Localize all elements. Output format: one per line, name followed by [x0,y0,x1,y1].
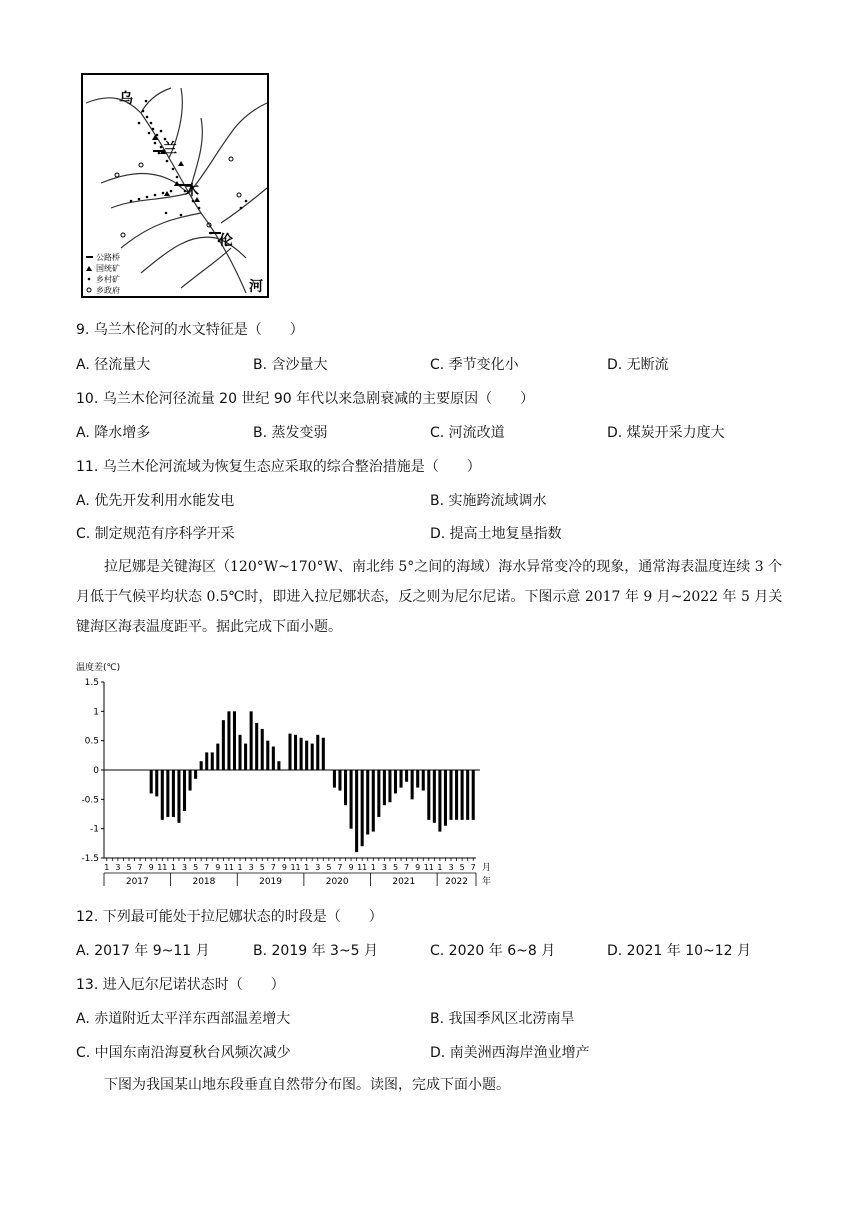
bar [405,770,408,782]
bar [222,720,225,770]
bar [277,761,280,770]
month-tick-label: 7 [404,863,410,872]
month-tick-label: 5 [126,863,132,872]
bar [411,770,414,799]
bar [150,770,153,793]
q9-option-a[interactable]: A. 径流量大 [76,357,151,373]
q11-option-c[interactable]: C. 制定规范有序科学开采 [76,526,235,542]
question-12: 12. 下列最可能处于拉尼娜状态的时段是（ ） [76,909,383,925]
bar [311,744,314,770]
bar [455,770,458,820]
q13-option-b[interactable]: B. 我国季风区北涝南旱 [430,1011,575,1027]
q11-option-d[interactable]: D. 提高土地复垦指数 [430,526,562,542]
bar [416,770,419,788]
bar [239,735,242,770]
question-10: 10. 乌兰木伦河径流量 20 世纪 90 年代以来急剧衰减的主要原因（ ） [76,391,535,407]
bar [305,741,308,770]
legend-state-mine-label: 国统矿 [96,264,120,273]
bar [344,770,347,805]
q13-option-c[interactable]: C. 中国东南沿海夏秋台风频次减少 [76,1045,291,1061]
month-tick-label: 5 [392,863,399,872]
y-tick-label: 1.5 [84,678,99,688]
bar [394,770,397,793]
bar [216,744,219,770]
month-tick-label: 5 [326,863,332,872]
map-label-he: 河 [249,279,263,295]
bar [372,770,375,832]
q10-option-c[interactable]: C. 河流改道 [430,425,505,441]
q9-option-c[interactable]: C. 季节变化小 [430,357,519,373]
river-basin-map [81,73,269,299]
y-tick-label: -0.5 [81,795,99,806]
q13-option-a[interactable]: A. 赤道附近太平洋东西部温差增大 [76,1011,291,1027]
month-tick-label: 3 [115,863,121,872]
month-tick-label: 3 [448,863,454,872]
month-tick-label: 9 [415,863,421,872]
map-label-lan: 兰 [163,141,177,157]
y-tick-label: 0.5 [84,736,99,747]
dot-icon [88,278,91,281]
bar [250,711,253,770]
bar [427,770,430,820]
bar [300,738,303,770]
year-label: 2018 [192,877,216,887]
map-label-wu: 乌 [119,91,133,107]
bar [272,747,275,770]
bar [472,770,475,820]
bar [438,770,441,832]
bar [433,770,436,823]
bar [338,770,341,791]
q12-option-a[interactable]: A. 2017 年 9~11 月 [76,943,210,959]
closing-instruction: 下图为我国某山地东段垂直自然带分布图。读图，完成下面小题。 [104,1077,510,1093]
year-label: 2020 [325,877,349,887]
bar [294,735,297,770]
bar [200,761,203,770]
month-tick-label: 1 [304,863,310,872]
y-axis-label: 温度差(℃) [76,663,121,673]
month-tick-label: 7 [470,863,476,872]
month-tick-label: 3 [248,863,254,872]
month-tick-label: 9 [215,863,221,872]
bar [189,770,192,791]
month-tick-label: 7 [337,863,343,872]
month-tick-label: 1 [170,863,176,872]
legend-village-mine-label: 乡村矿 [96,275,120,284]
month-tick-label: 9 [281,863,287,872]
question-9: 9. 乌兰木伦河的水文特征是（ ） [76,322,304,338]
q12-option-c[interactable]: C. 2020 年 6~8 月 [430,943,556,959]
year-label: 2017 [125,877,149,887]
q12-option-d[interactable]: D. 2021 年 10~12 月 [607,943,752,959]
month-tick-label: 3 [181,863,188,872]
passage-text: 拉尼娜是关键海区（120°W~170°W、南北纬 5°之间的海域）海水异常变冷的现象，通常海表温度连续 3 个月低于气候平均状态 0.5℃时，即进入拉尼娜状态，反之则为尼尔尼诺。下图示意 2017 年 9 月~2022 年 5 月关键海区海表温度距平。据此完成下面小题。 [76,559,783,635]
map-label-lun: 伦 [219,233,233,249]
month-tick-label: 1 [370,863,376,872]
q13-option-d[interactable]: D. 南美洲西海岸渔业增产 [430,1045,590,1061]
month-tick-label: 5 [259,863,265,872]
bar [461,770,464,820]
year-label: 2021 [392,877,416,887]
bar [350,770,353,829]
y-tick-label: 0 [93,766,99,776]
bar [205,752,208,770]
bar [211,752,214,770]
month-tick-label: 5 [459,863,465,872]
bar [155,770,158,796]
bar [183,770,186,811]
month-tick-label: 9 [148,863,154,872]
month-tick-label: 1 [237,863,243,872]
bar [422,770,425,791]
year-suffix-label: 年 [482,877,492,887]
month-tick-label: 7 [137,863,143,872]
month-tick-label: 1 [104,863,110,872]
q10-option-d[interactable]: D. 煤炭开采力度大 [607,425,725,441]
legend-bridge-label: 公路桥 [96,253,120,262]
bar [355,770,358,852]
passage-la-nina [76,552,784,642]
legend-township-label: 乡政府 [96,286,120,295]
x-axis-label: 月 [482,863,492,873]
y-tick-label: -1 [90,824,99,835]
q10-option-a[interactable]: A. 降水增多 [76,425,151,441]
q11-option-b[interactable]: B. 实施跨流域调水 [430,493,547,509]
question-11: 11. 乌兰木伦河流域为恢复生态应采取的综合整治措施是（ ） [76,459,481,475]
q10-option-b[interactable]: B. 蒸发变弱 [253,425,328,441]
y-tick-label: -1.5 [81,854,99,864]
q12-option-b[interactable]: B. 2019 年 3~5 月 [253,943,379,959]
month-tick-label: 7 [204,863,210,872]
bar [466,770,469,820]
bar [172,770,175,817]
bar [400,770,403,788]
bar [233,711,236,770]
q11-option-a[interactable]: A. 优先开发利用水能发电 [76,493,235,509]
bar [366,770,369,835]
bar [388,770,391,802]
month-tick-label: 11 [423,863,434,872]
year-label: 2019 [259,877,283,887]
month-tick-label: 11 [223,863,235,872]
sst-anomaly-chart [76,658,500,890]
bar [166,770,169,817]
bar [266,741,269,770]
bar [333,770,336,788]
month-tick-label: 11 [290,863,301,872]
bar [383,770,386,805]
y-tick-label: 1 [93,707,99,718]
bar [377,770,380,817]
month-tick-label: 3 [315,863,321,872]
month-tick-label: 9 [348,863,354,872]
bar [261,729,264,770]
bar [244,744,247,770]
month-tick-label: 11 [357,863,368,872]
bar [194,770,197,779]
month-tick-label: 11 [157,863,168,872]
map-label-mu: 木 [185,183,199,199]
bar [177,770,180,823]
bar [161,770,164,820]
year-label: 2022 [445,877,469,887]
q9-option-b[interactable]: B. 含沙量大 [253,357,328,373]
bar [449,770,452,820]
month-tick-label: 7 [270,863,276,872]
bar [322,738,325,770]
bar [361,770,364,846]
q9-option-d[interactable]: D. 无断流 [607,357,669,373]
bar [288,734,291,770]
bar [255,723,258,770]
bar [316,735,319,770]
question-13: 13. 进入厄尔尼诺状态时（ ） [76,977,285,993]
month-tick-label: 3 [381,863,387,872]
bar [444,770,447,826]
month-tick-label: 5 [193,863,199,872]
bar [227,711,230,770]
month-tick-label: 1 [437,863,443,872]
